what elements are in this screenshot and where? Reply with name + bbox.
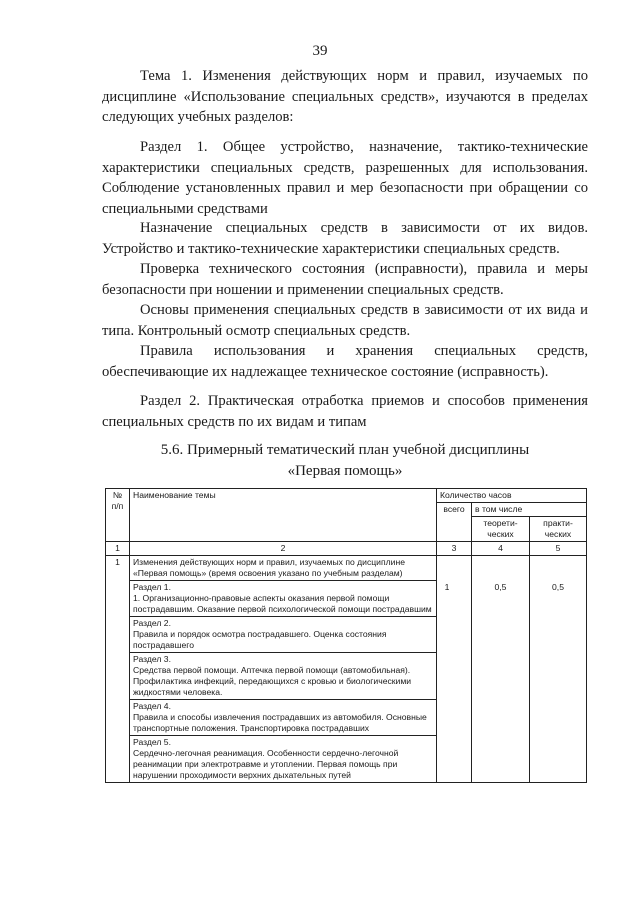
topic-total-empty — [437, 556, 472, 581]
index-cell: 2 — [130, 542, 437, 556]
theme-paragraph — [102, 66, 588, 128]
topic-number: 1 — [106, 556, 130, 783]
inspection-text: Проверка технического состояния (исправности), правила и меры безопасности при ношении и применении специальных средств. — [102, 261, 588, 298]
thematic-plan-table — [105, 488, 587, 783]
plan-heading — [102, 440, 588, 482]
section-3-cell — [130, 653, 437, 700]
topic-row — [106, 556, 587, 581]
theme-text: Тема 1. Изменения действующих норм и правил, изучаемых по дисциплине «Использование специальных средств», изучаются в пределах следующих учебных разделов: — [102, 68, 588, 125]
header-number: № п/п — [106, 489, 130, 542]
topic-theory-empty — [472, 556, 530, 581]
header-hours: Количество часов — [437, 489, 587, 503]
basics-paragraph — [102, 300, 588, 341]
index-cell: 1 — [106, 542, 130, 556]
section-1-cell — [130, 581, 437, 617]
section-5-cell — [130, 736, 437, 783]
section-4-cell — [130, 700, 437, 736]
theory-hours: 0,5 — [472, 581, 530, 783]
section-title: Раздел 4. — [133, 701, 171, 711]
purpose-paragraph — [102, 218, 588, 259]
plan-heading-line1: 5.6. Примерный тематический план учебной дисциплины — [160, 442, 530, 458]
header-total: всего — [437, 503, 472, 542]
header-row-1 — [106, 489, 587, 503]
header-practice: практи-ческих — [530, 517, 587, 542]
section1-text: Раздел 1. Общее устройство, назначение, тактико-технические характеристики специальных средств, разрешенных для использования. Соблюдение установленных правил и мер безопасности при обращении со специальными средствами — [102, 139, 588, 217]
rules-text: Правила использования и хранения специальных средств, обеспечивающие их надлежащее техническое состояние (исправность). — [102, 343, 588, 380]
section-title: Раздел 5. — [133, 737, 171, 747]
header-topic-name: Наименование темы — [130, 489, 437, 542]
section-row — [106, 581, 587, 617]
plan-heading-line2: «Первая помощь» — [287, 463, 403, 479]
header-including: в том числе — [472, 503, 587, 517]
total-hours: 1 — [437, 581, 472, 783]
section1-paragraph — [102, 137, 588, 219]
header-theory: теорети-ческих — [472, 517, 530, 542]
section-text: Правила и способы извлечения пострадавших из автомобиля. Основные транспортные положения. Транспортировка пострадавших — [133, 712, 427, 733]
section-title: Раздел 1. — [133, 582, 171, 592]
rules-paragraph — [102, 341, 588, 382]
section-title: Раздел 2. — [133, 618, 171, 628]
section-text: Сердечно-легочная реанимация. Особенности сердечно-легочной реанимации при электротравме и утоплении. Первая помощь при нарушении проходимости верхних дыхательных путей — [133, 748, 399, 780]
index-cell: 5 — [530, 542, 587, 556]
purpose-text: Назначение специальных средств в зависимости от их видов. Устройство и тактико-технические характеристики специальных средств. — [102, 220, 588, 257]
section-text: Средства первой помощи. Аптечка первой помощи (автомобильная). Профилактика инфекций, передающихся с кровью и биологическими жидкостями человека. — [133, 665, 412, 697]
index-row — [106, 542, 587, 556]
section2-paragraph — [102, 391, 588, 432]
section-title: Раздел 3. — [133, 654, 171, 664]
topic-practice-empty — [530, 556, 587, 581]
section-text: 1. Организационно-правовые аспекты оказания первой помощи пострадавшим. Оказание первой психологической помощи пострадавшим — [133, 593, 432, 614]
basics-text: Основы применения специальных средств в зависимости от их вида и типа. Контрольный осмотр специальных средств. — [102, 302, 588, 339]
section-text: Правила и порядок осмотра пострадавшего. Оценка состояния пострадавшего — [133, 629, 387, 650]
section2-text: Раздел 2. Практическая отработка приемов и способов применения специальных средств по их видам и типам — [102, 393, 588, 430]
index-cell: 3 — [437, 542, 472, 556]
index-cell: 4 — [472, 542, 530, 556]
section-2-cell — [130, 617, 437, 653]
practice-hours: 0,5 — [530, 581, 587, 783]
topic-title: Изменения действующих норм и правил, изучаемых по дисциплине «Первая помощь» (время освоения указано по учебным разделам) — [130, 556, 437, 581]
inspection-paragraph — [102, 259, 588, 300]
page-number: 39 — [312, 43, 328, 59]
